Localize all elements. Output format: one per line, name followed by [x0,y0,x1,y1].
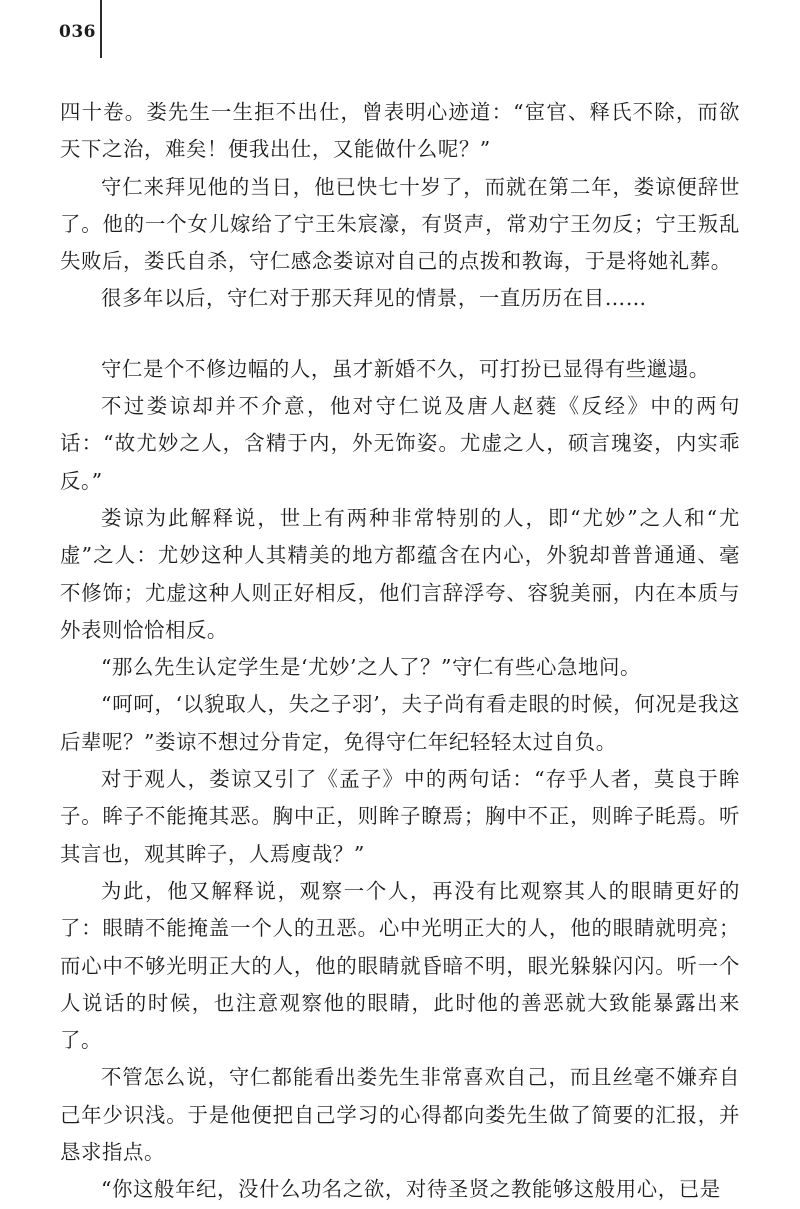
paragraph: 为此，他又解释说，观察一个人，再没有比观察其人的眼睛更好的了：眼睛不能掩盖一个人的丑恶。心中光明正大的人，他的眼睛就明亮；而心中不够光明正大的人，他的眼睛就昏暗不明，眼光躲躲闪闪。听一个人说话的时候，也注意观察他的眼睛，此时他的善恶就大致能暴露出来了。 [60,878,740,1053]
paragraph: 不过娄谅却并不介意，他对守仁说及唐人赵蕤《反经》中的两句话：“故尤妙之人，含精于内，外无饰姿。尤虚之人，硕言瑰姿，内实乖反。” [60,394,740,493]
paragraph: “呵呵，‘以貌取人，失之子羽’，夫子尚有看走眼的时候，何况是我这后辈呢？”娄谅不想过分肯定，免得守仁年纪轻轻太过自负。 [60,692,740,754]
text-body [60,94,740,1209]
paragraph: 不管怎么说，守仁都能看出娄先生非常喜欢自己，而且丝毫不嫌弃自己年少识浅。于是他便把自己学习的心得都向娄先生做了简要的汇报，并恳求指点。 [60,1065,740,1165]
paragraph-truncated: “你这般年纪，没什么功名之欲，对待圣贤之教能够这般用心，已是 [101,1177,721,1202]
paragraph: 对于观人，娄谅又引了《孟子》中的两句话：“存乎人者，莫良于眸子。眸子不能掩其恶。胸中正，则眸子瞭焉；胸中不正，则眸子眊焉。听其言也，观其眸子，人焉廋哉？” [60,767,740,866]
paragraph: “那么先生认定学生是‘尤妙’之人了？”守仁有些心急地问。 [101,655,641,680]
paragraph-continuation: 四十卷。娄先生一生拒不出仕，曾表明心迹道：“宦官、释氏不除，而欲天下之治，难矣！便我出仕，又能做什么呢？” [60,100,740,162]
paragraph: 娄谅为此解释说，世上有两种非常特别的人，即“尤妙”之人和“尤虚”之人：尤妙这种人其精美的地方都蕴含在内心，外貌却普普通通、毫不修饰；尤虚这种人则正好相反，他们言辞浮夸、容貌美丽，内在本质与外表则恰恰相反。 [60,505,740,642]
paragraph: 很多年以后，守仁对于那天拜见的情景，一直历历在目…… [101,286,647,311]
paragraph: 守仁是个不修边幅的人，虽才新婚不久，可打扮已显得有些邋遢。 [101,356,710,381]
paragraph: 守仁来拜见他的当日，他已快七十岁了，而就在第二年，娄谅便辞世了。他的一个女儿嫁给了宁王朱宸濠，有贤声，常劝宁王勿反；宁王叛乱失败后，娄氏自杀，守仁感念娄谅对自己的点拨和教诲，于是将她礼葬。 [60,174,740,274]
header-rule [100,0,102,58]
page-number: 036 [59,22,96,42]
section-break [60,318,740,351]
